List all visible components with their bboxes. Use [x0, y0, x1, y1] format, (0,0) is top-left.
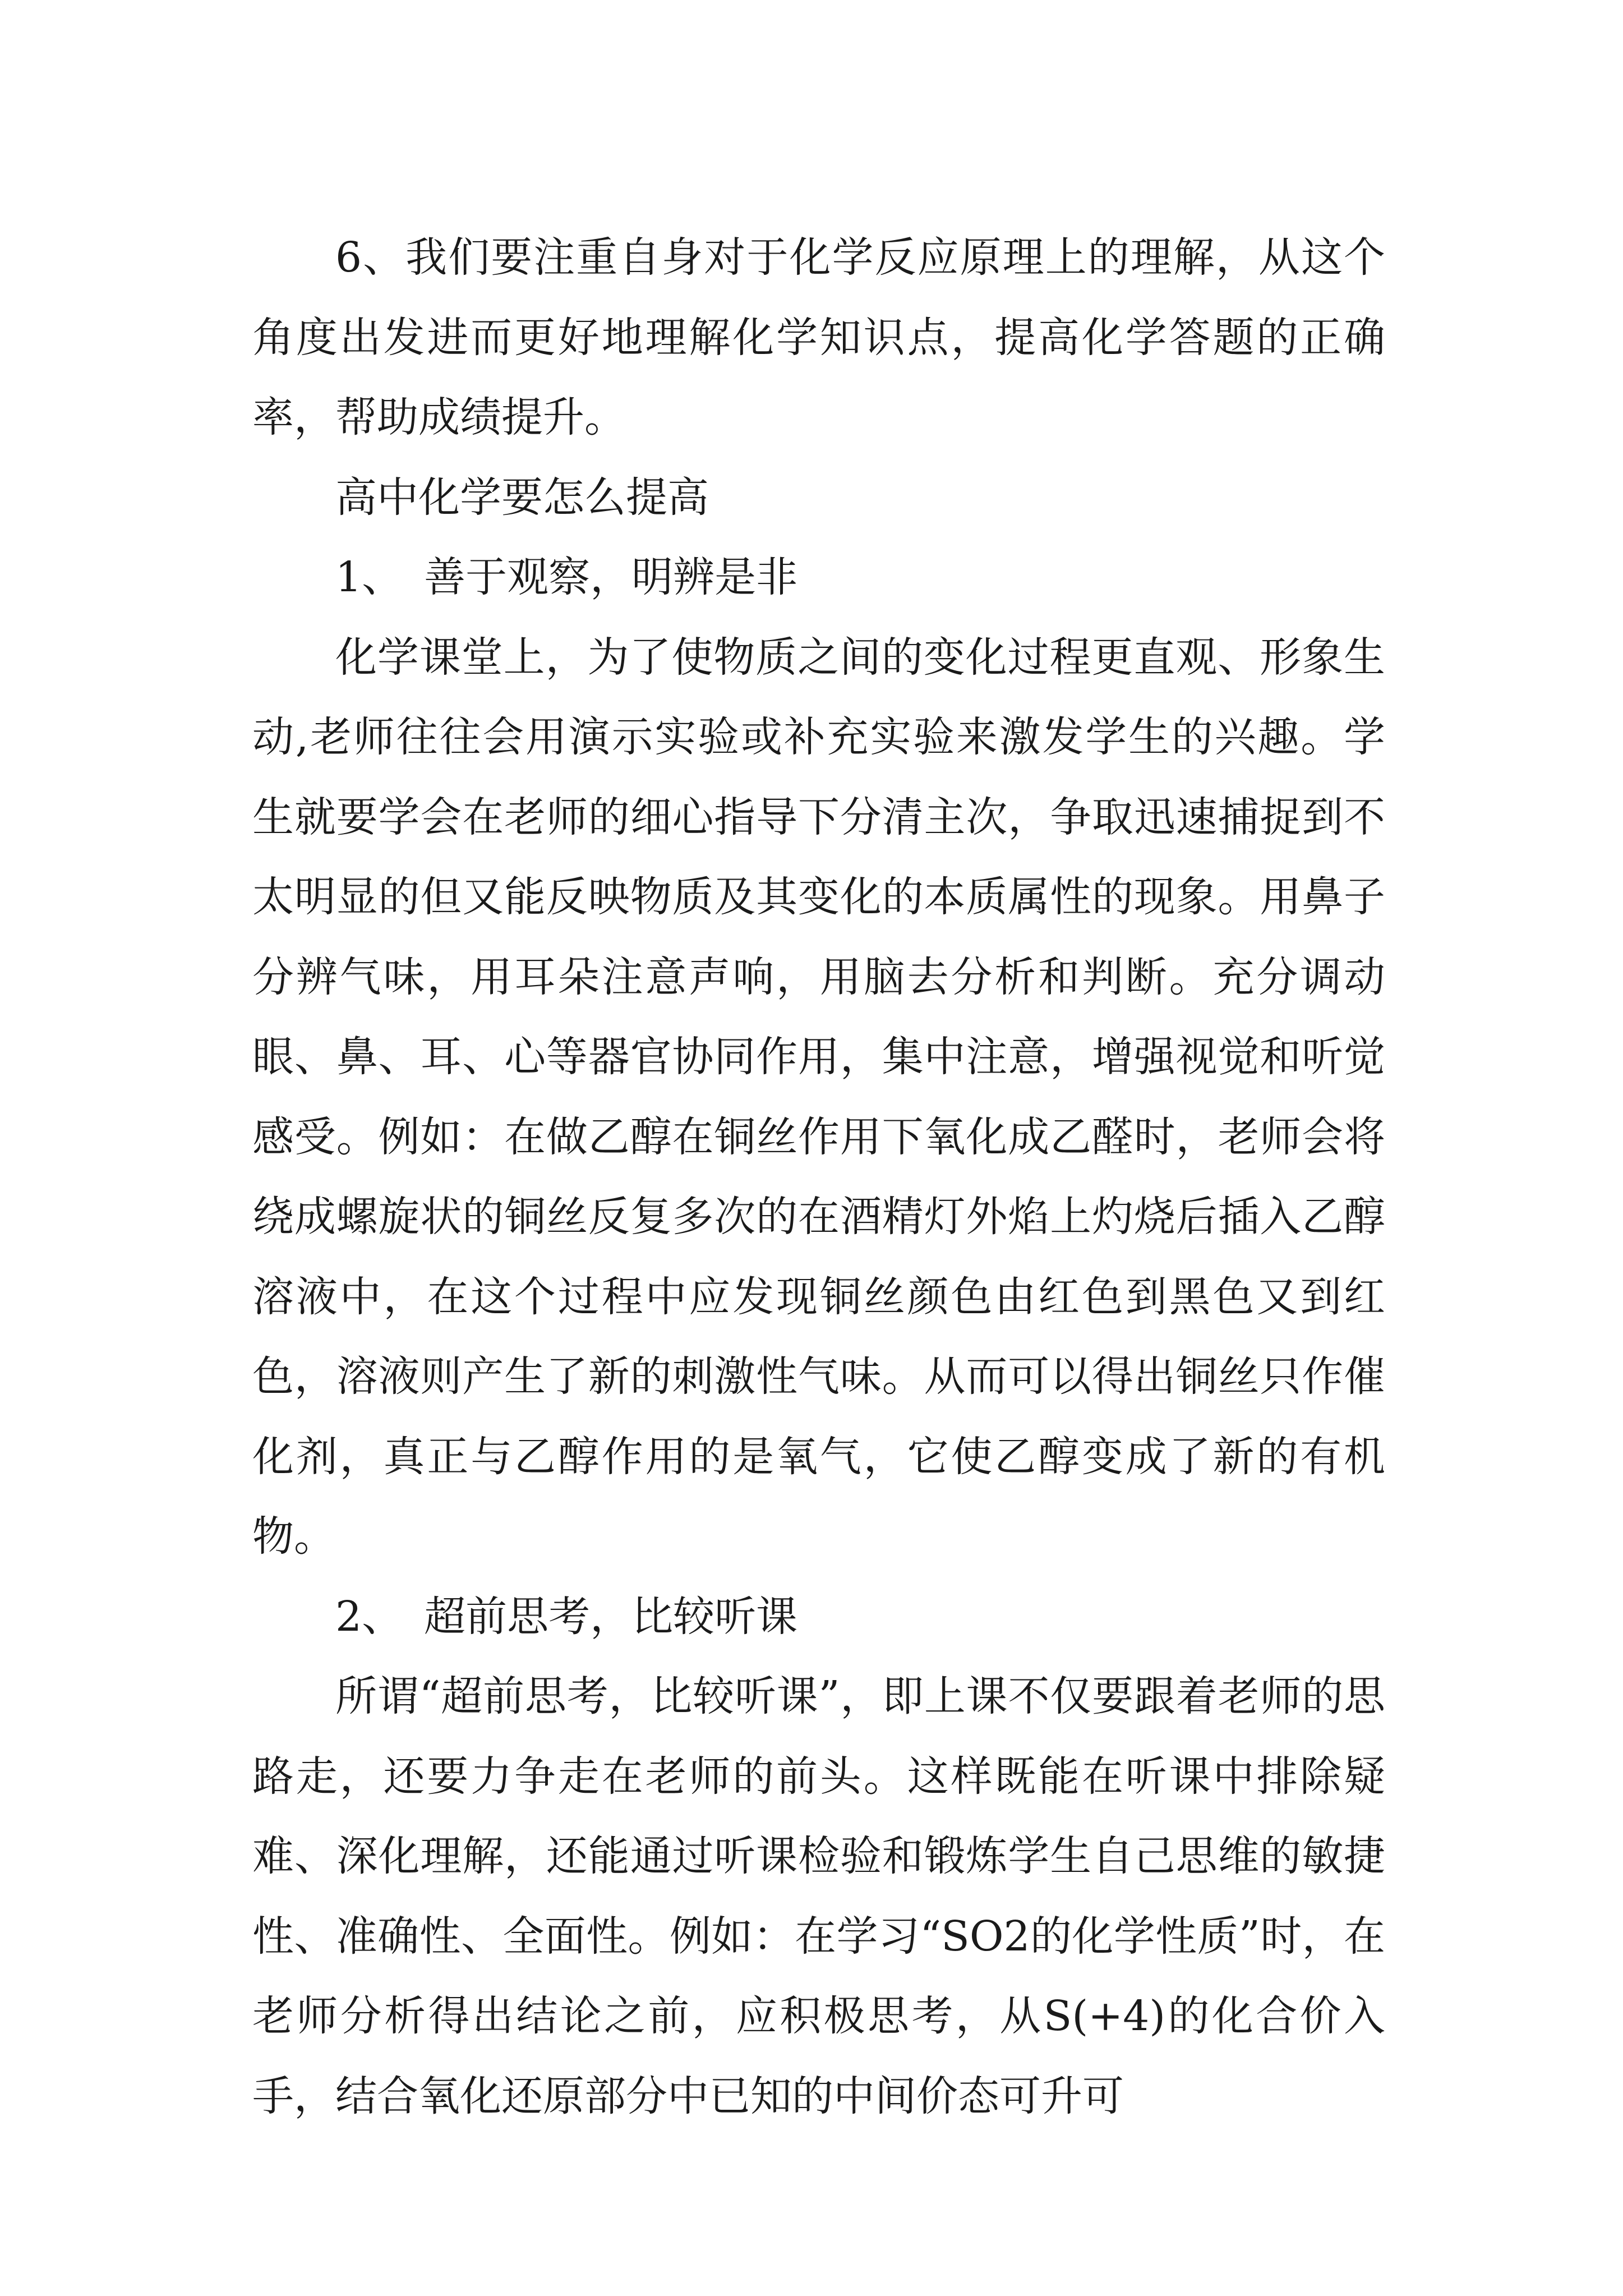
- document-body: [252, 218, 1385, 2136]
- section-heading: 高中化学要怎么提高: [335, 473, 709, 522]
- subheading-think-ahead: 2、 超前思考，比较听课: [335, 1592, 798, 1641]
- subheading-observe: 1、 善于观察，明辨是非: [335, 553, 798, 601]
- paragraph-observation: 化学课堂上，为了使物质之间的变化过程更直观、形象生动,老师往往会用演示实验或补充实验来激发学生的兴趣。学生就要学会在老师的细心指导下分清主次，争取迅速捕捉到不太明显的但又能反映物质及其变化的本质属性的现象。用鼻子分辨气味，用耳朵注意声响，用脑去分析和判断。充分调动眼、鼻、耳、心等器官协同作用，集中注意，增强视觉和听觉感受。例如：在做乙醇在铜丝作用下氧化成乙醛时，老师会将绕成螺旋状的铜丝反复多次的在酒精灯外焰上灼烧后插入乙醇溶液中，在这个过程中应发现铜丝颜色由红色到黑色又到红色，溶液则产生了新的刺激性气味。从而可以得出铜丝只作催化剂，真正与乙醇作用的是氧气，它使乙醇变成了新的有机物。: [252, 633, 1385, 1561]
- paragraph-reaction-principle: 6、我们要注重自身对于化学反应原理上的理解，从这个角度出发进而更好地理解化学知识点，提高化学答题的正确率，帮助成绩提升。: [252, 233, 1385, 441]
- paragraph-think-ahead: 所谓“超前思考，比较听课”，即上课不仅要跟着老师的思路走，还要力争走在老师的前头。这样既能在听课中排除疑难、深化理解，还能通过听课检验和锻炼学生自己思维的敏捷性、准确性、全面性。例如：在学习“SO2的化学性质”时，在老师分析得出结论之前，应积极思考，从S(+4)的化合价入手，结合氧化还原部分中已知的中间价态可升可: [252, 1672, 1385, 2120]
